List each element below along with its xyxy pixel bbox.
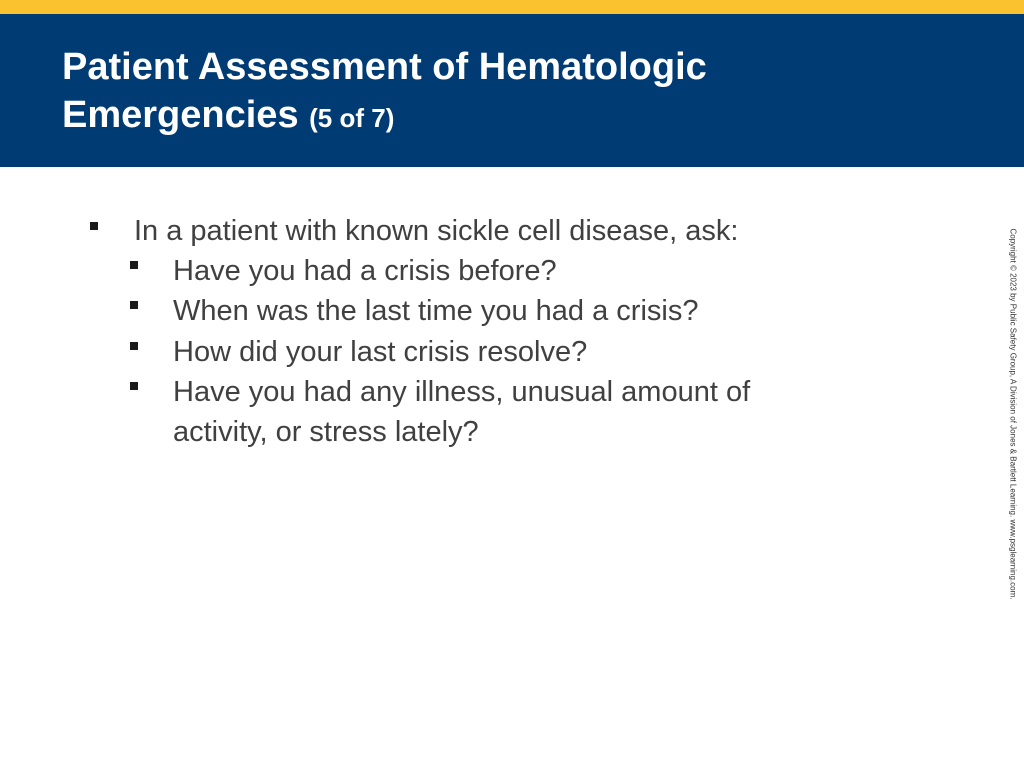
copyright-notice: Copyright © 2023 by Public Safety Group, A Division of Jones & Bartlett Learning. www.psglearning.com. [1008, 228, 1018, 600]
slide-counter: (5 of 7) [309, 103, 395, 133]
square-bullet-icon [130, 261, 138, 269]
sub-bullet-3: How did your last crisis resolve? [173, 336, 588, 368]
square-bullet-icon [130, 382, 138, 390]
square-bullet-icon [130, 342, 138, 350]
sub-bullet-4: Have you had any illness, unusual amount of activity, or stress lately? [173, 376, 751, 448]
sub-bullet-1: Have you had a crisis before? [173, 255, 557, 287]
bullet-level1: In a patient with known sickle cell disease, ask: [134, 215, 739, 247]
slide-title-main: Patient Assessment of Hematologic Emergencies [62, 46, 707, 136]
square-bullet-icon [90, 222, 98, 230]
square-bullet-icon [130, 301, 138, 309]
sub-bullet-2: When was the last time you had a crisis? [173, 295, 699, 327]
